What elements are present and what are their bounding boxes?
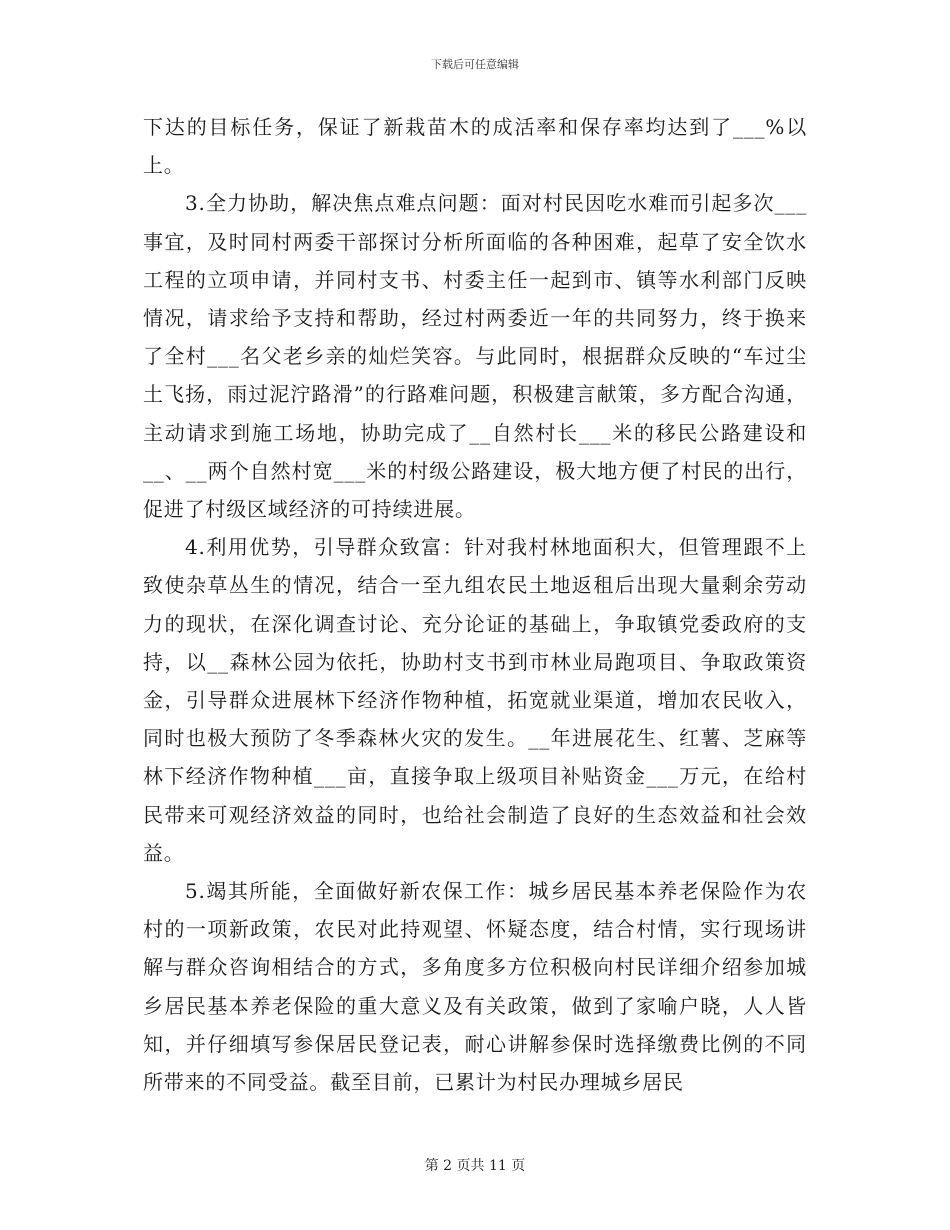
paragraph-item-4: 4.利用优势，引导群众致富：针对我村林地面积大，但管理跟不上致使杂草丛生的情况，结合一至九组农民土地返租后出现大量剩余劳动力的现状，在深化调查讨论、充分论证的基础上，争取镇党委政府的支持，以__森林公园为依托，协助村支书到市林业局跑项目、争取政策资金，引导群众进展林下经济作物种植，拓宽就业渠道，增加农民收入，同时也极大预防了冬季森林火灾的发生。__年进展花生、红薯、芝麻等林下经济作物种植___亩，直接争取上级项目补贴资金___万元，在给村民带来可观经济效益的同时，也给社会制造了良好的生态效益和社会效益。	[143, 535, 807, 865]
document-body	[143, 108, 807, 1101]
page-header: 下载后可任意编辑	[431, 58, 519, 71]
paragraph-item-5: 5.竭其所能，全面做好新农保工作：城乡居民基本养老保险作为农村的一项新政策，农民对此持观望、怀疑态度，结合村情，实行现场讲解与群众咨询相结合的方式，多角度多方位积极向村民详细介绍参加城乡居民基本养老保险的重大意义及有关政策，做到了家喻户晓，人人皆知，并仔细填写参保居民登记表，耐心讲解参保时选择缴费比例的不同所带来的不同受益。截至目前，已累计为村民办理城乡居民	[143, 879, 807, 1095]
paragraph-item-3: 3.全力协助，解决焦点难点问题：面对村民因吃水难而引起多次___事宜，及时同村两委干部探讨分析所面临的各种困难，起草了安全饮水工程的立项申请，并同村支书、村委主任一起到市、镇等水利部门反映情况，请求给予支持和帮助，经过村两委近一年的共同努力，终于换来了全村___名父老乡亲的灿烂笑容。与此同时，根据群众反映的“车过尘土飞扬，雨过泥泞路滑”的行路难问题，积极建言献策，多方配合沟通，主动请求到施工场地，协助完成了__自然村长___米的移民公路建设和__、__两个自然村宽___米的村级公路建设，极大地方便了村民的出行，促进了村级区域经济的可持续进展。	[143, 191, 807, 522]
page-number: 第 2 页共 11 页	[424, 1158, 526, 1174]
paragraph-continuation: 下达的目标任务，保证了新栽苗木的成活率和保存率均达到了___%以上。	[143, 115, 807, 178]
